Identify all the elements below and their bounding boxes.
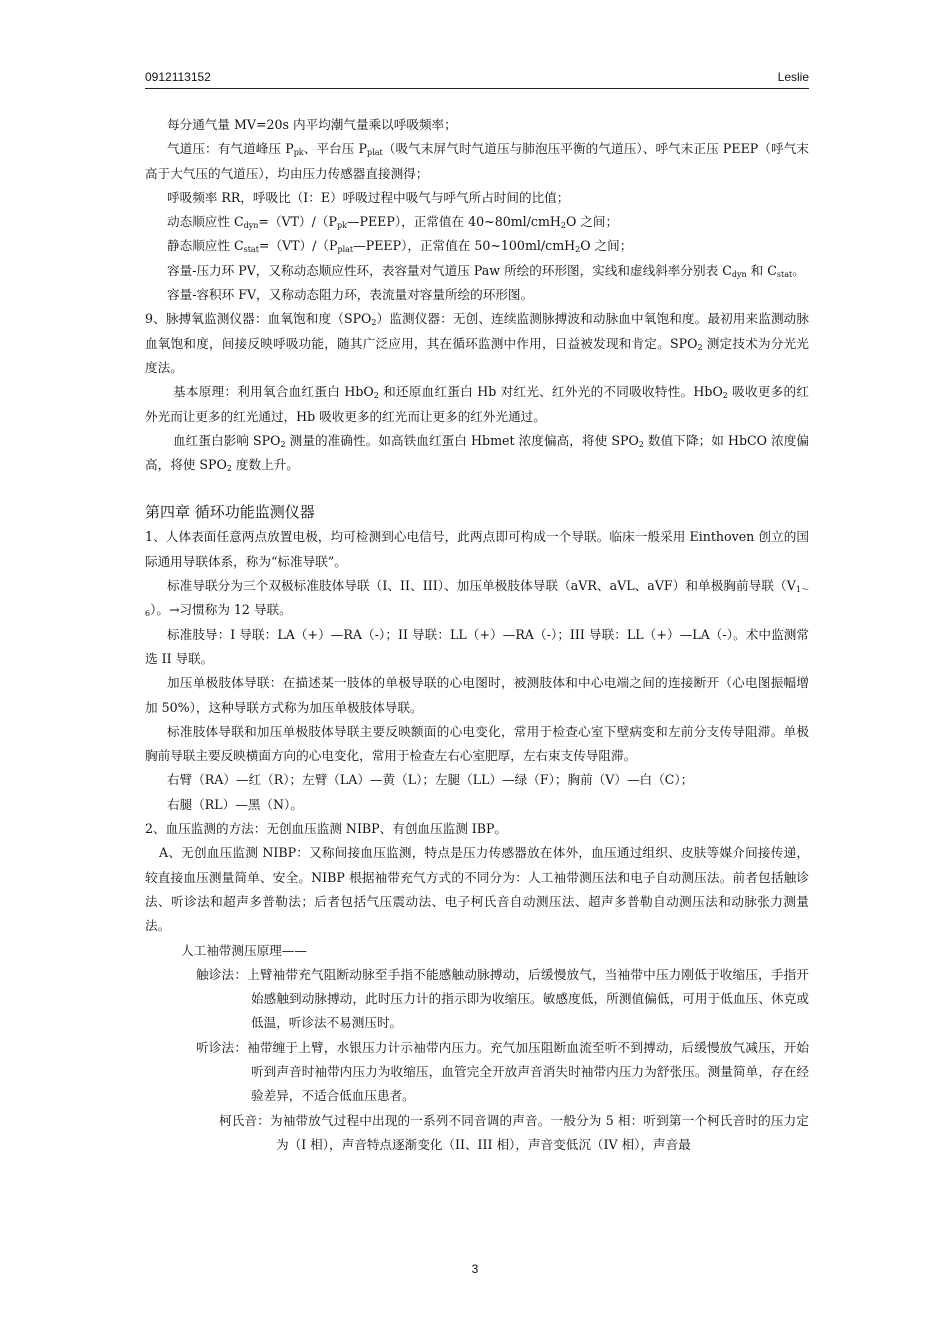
text: 每分通气量 MV=20s 内平均潮气量乘以呼吸频率； xyxy=(167,117,457,132)
subscript: 2 xyxy=(373,391,379,401)
header-author: Leslie xyxy=(777,70,809,84)
text: 容量-容积环 FV，又称动态阻力环，表流量对容量所绘的环形图。 xyxy=(167,287,534,303)
text: O 之间； xyxy=(580,238,633,254)
page-number: 3 xyxy=(471,1262,479,1276)
text: 标准肢体导联和加压单极肢体导联主要反映额面的心电变化，常用于检查心室下壁病变和左前分支传导阻滞。单极胸前导联主要反映横面方向的心电变化，常用于检查左右心室肥厚，左右束支传导阻滞。 xyxy=(145,723,809,764)
chapter-heading: 第四章 循环功能监测仪器 xyxy=(145,503,315,522)
paragraph-airway-pressure xyxy=(145,137,809,186)
subscript: pk xyxy=(293,148,304,158)
paragraph-electrode-rl xyxy=(145,793,809,817)
subscript: plat xyxy=(367,148,383,158)
text: 1、人体表面任意两点放置电极，均可检测到心电信号，此两点即可构成一个导联。临床一般采用 Einthoven 创立的国际通用导联体系，称为“标准导联”。 xyxy=(145,529,809,569)
text: O 之间； xyxy=(566,214,619,230)
text: 、平台压 P xyxy=(303,141,368,157)
text: 右腿（RL）—黑（N）。 xyxy=(167,796,303,812)
text: 气道压：有气道峰压 P xyxy=(167,141,294,157)
paragraph-limb-leads xyxy=(145,623,809,672)
text: 听诊法：袖带缠于上臂，水银压力计示袖带内压力。充气加压阻断血流至听不到搏动，后缓慢放气减压，开始听到声音时袖带内压力为收缩压，血管完全开放声音消失时袖带内压力为舒张压。测量简单，存在经验差异，不适合低血压患者。 xyxy=(196,1039,809,1104)
paragraph-pv-loop xyxy=(145,259,809,283)
text: 。 xyxy=(792,262,805,278)
subscript: dyn xyxy=(731,269,747,279)
text: 血红蛋白影响 SPO xyxy=(173,432,281,448)
text: 度数上升。 xyxy=(231,457,299,473)
subscript: 2 xyxy=(697,342,703,352)
paragraph-palpation xyxy=(145,963,809,1036)
text: 加压单极肢体导联：在描述某一肢体的单极导联的心电图时，被测肢体和中心电端之间的连接断开（心电图振幅增加 50%），这种导联方式称为加压单极肢体导联。 xyxy=(145,675,809,715)
subscript: 2 xyxy=(638,439,644,449)
paragraph-bp-methods xyxy=(145,817,809,841)
text: 触诊法：上臂袖带充气阻断动脉至手指不能感触动脉搏动，后缓慢放气，当袖带中压力刚低于收缩压，手指开始感触到动脉搏动，此时压力计的指示即为收缩压。敏感度低，所测值偏低，可用于低血压、休克或低温，听诊法不易测压时。 xyxy=(196,966,809,1031)
subscript: pk xyxy=(336,221,347,231)
paragraph-hemoglobin xyxy=(145,429,809,478)
text: —PEEP），正常值在 40~80ml/cmH xyxy=(346,214,561,230)
header-rule xyxy=(145,88,809,89)
paragraph-rr xyxy=(145,186,809,210)
page-header xyxy=(145,70,809,88)
document-body xyxy=(145,113,809,1157)
subscript: dyn xyxy=(243,221,259,231)
text: 测量的准确性。如高铁血红蛋白 Hbmet 浓度偏高，将使 SPO xyxy=(285,432,639,448)
text: 呼吸频率 RR，呼吸比（I：E）呼吸过程中吸气与呼气所占时间的比值； xyxy=(167,189,570,205)
text: 动态顺应性 C xyxy=(167,214,244,230)
paragraph-principle xyxy=(145,380,809,429)
paragraph-nibp xyxy=(145,841,809,938)
text: ）监测仪器：无创、连续监测脉搏波和动脉血中氧饱和度。最初用来监测动脉血氧饱和度，间接反映呼吸功能，随其广泛应用，其在循环监测中作用，日益被发现和肯定。SPO xyxy=(145,311,809,351)
text: 人工袖带测压原理—— xyxy=(181,942,307,958)
subscript: stat xyxy=(776,269,793,279)
text: A、无创血压监测 NIBP：又称间接血压监测，特点是压力传感器放在体外，血压通过组织、皮肤等媒介间接传递，较直接血压测量简单、安全。NIBP 根据袖带充气方式的不同分为：人工袖带测压法和电子自动测压法。前者包括触诊法、听诊法和超声多普勒法；后者包括气压震动法、电子柯氏音自动测压法、超声多普勒自动测压法和动脉张力测量法。 xyxy=(145,845,809,934)
text: ）。→习惯称为 12 导联。 xyxy=(150,602,292,618)
paragraph-fv-loop xyxy=(145,283,809,307)
subscript: 2 xyxy=(226,464,232,474)
text: 和还原血红蛋白 Hb 对红光、红外光的不同吸收特性。HbO xyxy=(378,384,723,400)
paragraph-lead-usage xyxy=(145,720,809,769)
paragraph-auscultation xyxy=(145,1036,809,1109)
subscript: 2 xyxy=(371,318,377,328)
subscript: 2 xyxy=(280,439,286,449)
paragraph-leads xyxy=(145,525,809,574)
subscript: 2 xyxy=(575,245,581,255)
text: 静态顺应性 C xyxy=(167,238,244,254)
paragraph-cstat xyxy=(145,234,809,258)
paragraph-cuff-principle xyxy=(145,939,809,963)
text: （吸气末屏气时气道压与肺泡压平衡的气道压）、呼气末正压 PEEP（呼气末高于大气压的气道压），均由压力传感器直接测得； xyxy=(145,141,809,181)
text: 9、脉搏氧监测仪器：血氧饱和度（SPO xyxy=(145,311,372,327)
paragraph-spo2 xyxy=(145,307,809,380)
text: 基本原理：利用氧合血红蛋白 HbO xyxy=(173,384,374,400)
paragraph-cdyn xyxy=(145,210,809,234)
paragraph-electrode-colors xyxy=(145,768,809,792)
subscript: stat xyxy=(243,245,259,255)
section-gap xyxy=(145,477,809,499)
subscript: 2 xyxy=(722,391,728,401)
text: 标准肢导：I 导联：LA（+）—RA（-）；II 导联：LL（+）—RA（-）；III 导联：LL（+）—LA（-）。术中监测常选 II 导联。 xyxy=(145,626,809,666)
text: =（VT）/（P xyxy=(258,214,337,230)
paragraph-korotkoff xyxy=(145,1109,809,1158)
subscript: plat xyxy=(337,245,354,255)
paragraph-augmented-leads xyxy=(145,671,809,720)
text: =（VT）/（P xyxy=(258,238,338,254)
text: 柯氏音：为袖带放气过程中出现的一系列不同音调的声音。一般分为 5 相：听到第一个柯氏音时的压力定为（I 相），声音特点逐渐变化（II、III 相），声音变低沉（IV 相），声音最 xyxy=(219,1112,809,1152)
text: 容量-压力环 PV，又称动态顺应性环，表容量对气道压 Paw 所绘的环形图，实线和虚线斜率分别表 C xyxy=(167,262,732,278)
text: —PEEP），正常值在 50~100ml/cmH xyxy=(353,238,576,254)
header-doc-id: 0912113152 xyxy=(145,70,211,84)
text: 测定技术为分光光度法。 xyxy=(145,335,809,375)
text: 标准导联分为三个双极标准肢体导联（I、II、III）、加压单极肢体导联（aVR、aVL、aVF）和单极胸前导联（V xyxy=(167,578,796,594)
text: 2、血压监测的方法：无创血压监测 NIBP、有创血压监测 IBP。 xyxy=(145,821,508,837)
subscript: 2 xyxy=(560,221,567,231)
paragraph-lead-types xyxy=(145,574,809,623)
paragraph-mv xyxy=(145,113,809,137)
text: 右臂（RA）—红（R）；左臂（LA）—黄（L）；左腿（LL）—绿（F）；胸前（V）—白（C）； xyxy=(167,772,694,788)
text: 数值下降；如 HbCO 浓度偏高，将使 SPO xyxy=(145,432,809,473)
subscript: 1～6 xyxy=(145,585,809,619)
text: 和 C xyxy=(746,262,777,278)
text: 吸收更多的红外光而让更多的红光通过，Hb 吸收更多的红光而让更多的红外光通过。 xyxy=(145,384,809,424)
